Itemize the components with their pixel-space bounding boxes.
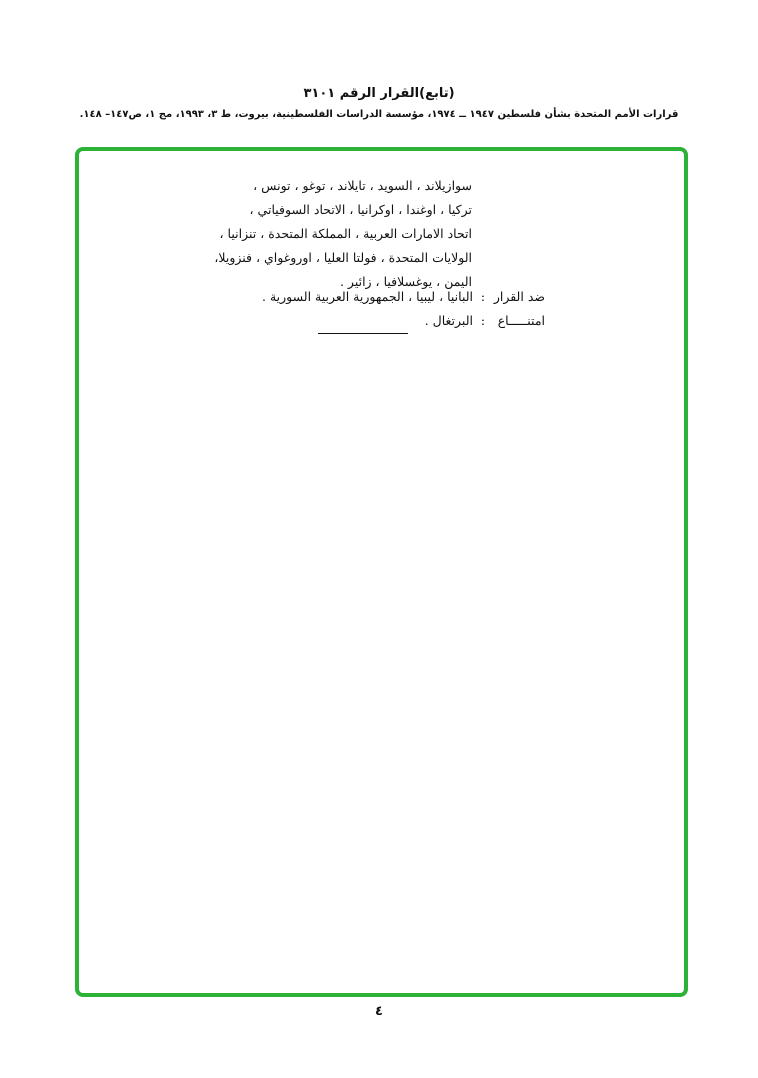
source-citation: قرارات الأمم المتحدة بشأن فلسطين ١٩٤٧ ــ ١٩٧٤، مؤسسة الدراسات الفلسطينية، بيروت، ط ٣، ١٩٩٣، مج ١، ص١٤٧– ١٤٨. xyxy=(79,109,679,120)
vote-against-row xyxy=(200,289,545,304)
country-list-line: اتحاد الامارات العربية ، المملكة المتحدة ، تنزانيا ، xyxy=(219,226,472,241)
vote-abstain-row xyxy=(200,313,545,328)
vote-against-separator: : xyxy=(480,289,486,304)
vote-abstain-countries: البرتغال . xyxy=(424,313,473,328)
country-list-line: تركيا ، اوغندا ، اوكرانيا ، الاتحاد السوفياتي ، xyxy=(249,202,472,217)
vote-abstain-separator: : xyxy=(480,313,486,328)
country-list-line: الولايات المتحدة ، فولتا العليا ، اوروغواي ، فنزويلا، xyxy=(214,250,472,265)
end-rule-divider xyxy=(318,333,408,334)
vote-against-countries: البانيا ، ليبيا ، الجمهورية العربية السورية . xyxy=(262,289,473,304)
vote-against-label: ضد القرار xyxy=(493,289,545,304)
country-list-line: اليمن ، يوغسلافيا ، زائير . xyxy=(339,274,472,289)
page-number: ٤ xyxy=(375,1004,383,1019)
country-list-line: سوازيلاند ، السويد ، تايلاند ، توغو ، تونس ، xyxy=(253,178,472,193)
document-title: (تابع)القرار الرقم ٣١٠١ xyxy=(303,86,455,101)
vote-abstain-label: امتنـــــاع xyxy=(497,313,545,328)
in-favor-country-list xyxy=(200,174,472,294)
